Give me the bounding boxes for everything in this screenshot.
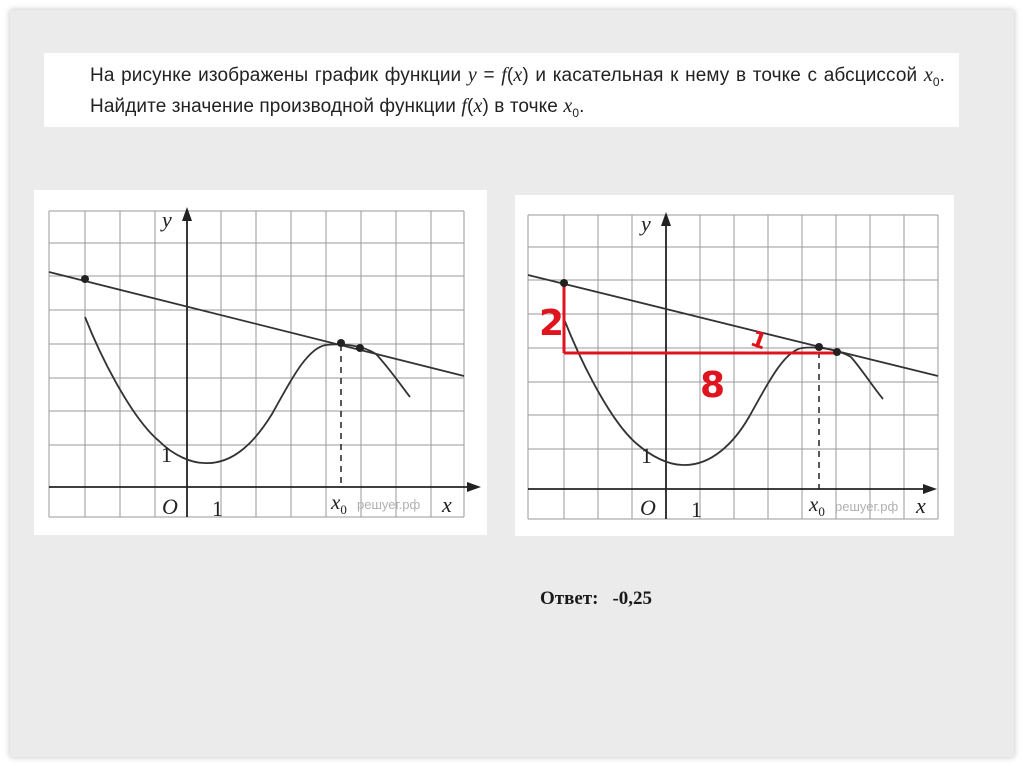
math-func: f bbox=[501, 64, 507, 86]
x-unit-label: 1 bbox=[212, 496, 223, 521]
problem-text: На рисунке изображены график функции bbox=[90, 65, 468, 86]
problem-text: ) bbox=[482, 96, 489, 117]
math-func: f bbox=[461, 95, 468, 117]
problem-text: . bbox=[579, 96, 585, 117]
x0-label: $x_0$ bbox=[809, 492, 825, 519]
answer bbox=[540, 588, 652, 610]
annotation-horizontal-leg: 8 bbox=[700, 365, 726, 406]
point-marker bbox=[81, 275, 89, 283]
problem-text: в точке bbox=[488, 96, 564, 117]
tangent-line bbox=[528, 275, 938, 376]
answer-value: -0,25 bbox=[612, 588, 653, 609]
answer-label: Ответ: bbox=[540, 588, 599, 609]
x0-label: $x_0$ bbox=[331, 490, 347, 517]
problem-text: ( bbox=[467, 96, 474, 117]
math-var: x bbox=[513, 64, 523, 86]
origin-label: O bbox=[640, 495, 656, 520]
x-unit-label: 1 bbox=[691, 497, 702, 522]
point-marker bbox=[560, 279, 568, 287]
graph-left bbox=[34, 190, 487, 535]
problem-text: = bbox=[476, 65, 502, 86]
point-marker bbox=[833, 348, 841, 356]
x-axis-label: x bbox=[442, 492, 452, 517]
problem-text: ( bbox=[506, 65, 514, 86]
origin-label: O bbox=[162, 494, 178, 519]
math-var: y bbox=[467, 64, 477, 86]
grid bbox=[528, 215, 938, 519]
graph-right bbox=[515, 195, 954, 536]
problem-statement bbox=[44, 53, 959, 127]
watermark: решуег.рф bbox=[835, 499, 899, 514]
problem-text: . Найдите значение производной функции bbox=[90, 65, 945, 117]
point-marker bbox=[815, 343, 823, 351]
point-marker bbox=[337, 339, 345, 347]
annotation-angle-mark: 1 bbox=[746, 326, 770, 356]
y-axis-label: y bbox=[641, 211, 651, 236]
math-var: x bbox=[563, 95, 573, 117]
x-axis-label: x bbox=[916, 493, 926, 518]
math-subscript: 0 bbox=[932, 75, 940, 89]
graph-panel-left bbox=[34, 190, 487, 535]
problem-text: и касательная к нему в точке с абсциссой bbox=[528, 65, 924, 86]
axes bbox=[528, 212, 937, 519]
watermark: решуег.рф bbox=[357, 497, 421, 512]
y-unit-label: 1 bbox=[161, 442, 172, 467]
graph-panel-right bbox=[515, 195, 954, 536]
math-subscript: 0 bbox=[572, 106, 580, 120]
problem-text: ) bbox=[522, 65, 529, 86]
axes bbox=[49, 207, 481, 517]
grid bbox=[49, 211, 464, 517]
y-axis-label: y bbox=[162, 207, 172, 232]
point-marker bbox=[356, 344, 364, 352]
y-unit-label: 1 bbox=[641, 443, 652, 468]
math-var: x bbox=[473, 95, 483, 117]
math-var: x bbox=[923, 64, 933, 86]
annotation-vertical-leg: 2 bbox=[539, 303, 565, 344]
